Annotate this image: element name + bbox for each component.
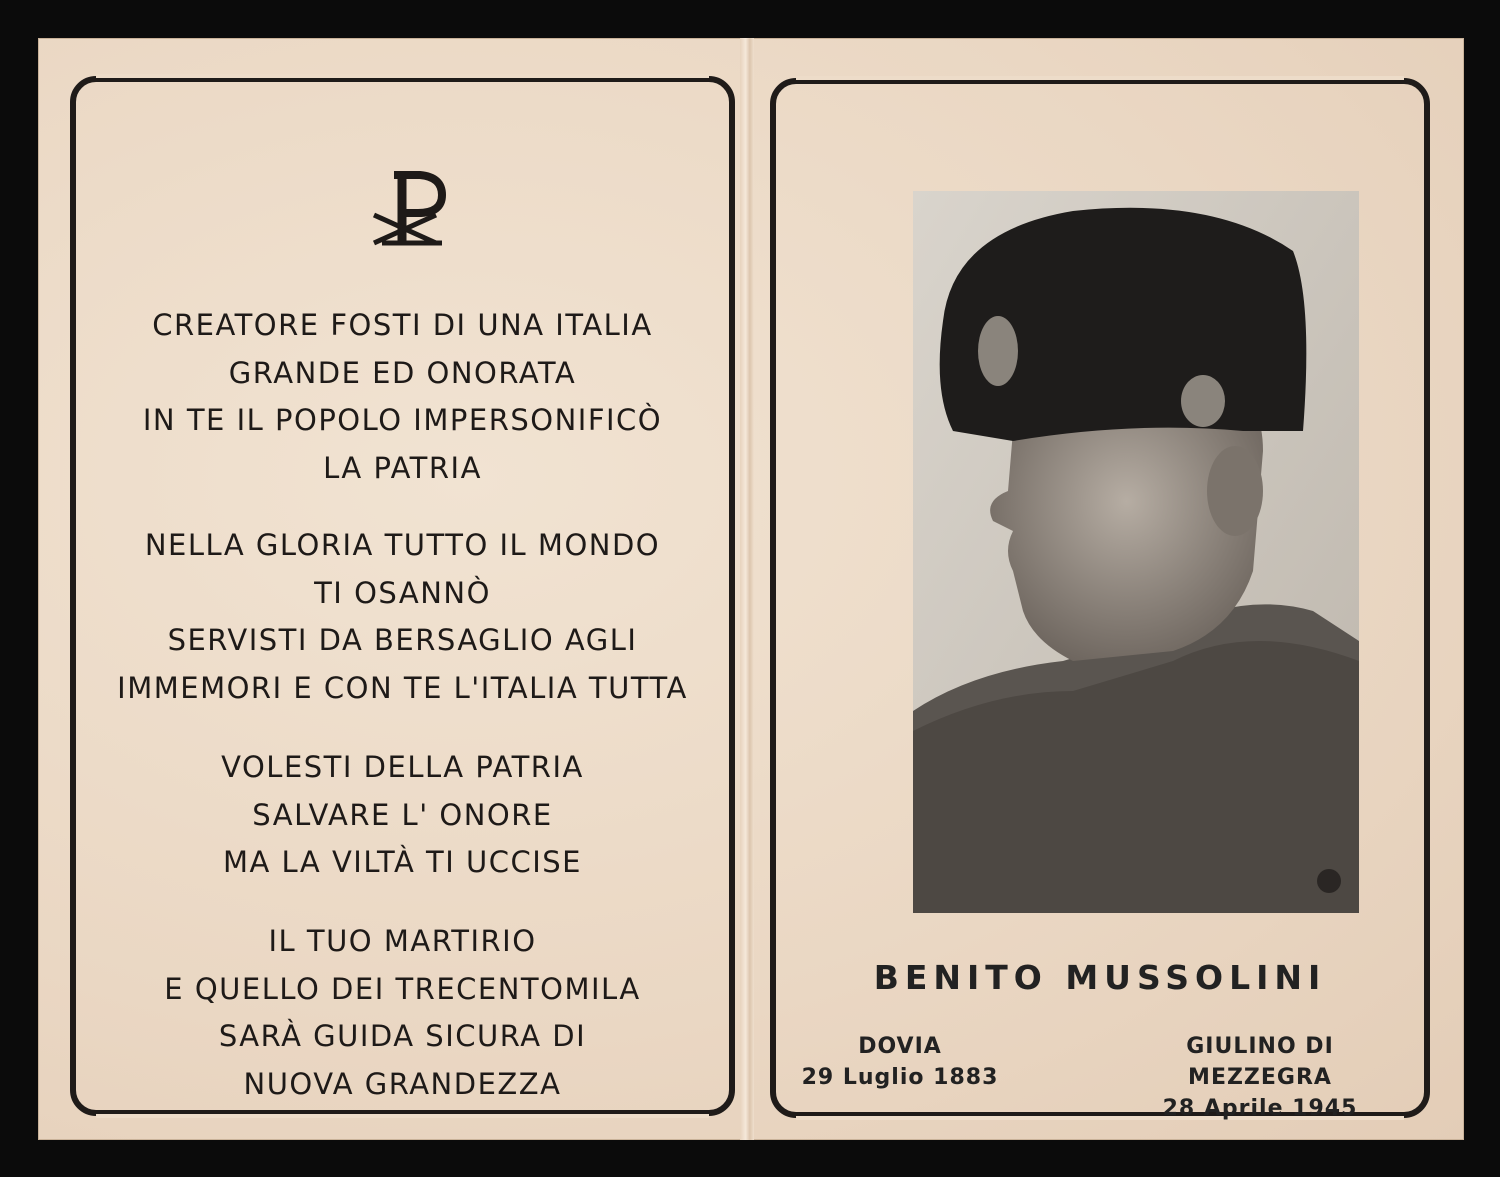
- person-name: BENITO MUSSOLINI: [873, 958, 1327, 997]
- verse-line: VOLESTI DELLA PATRIA: [221, 750, 584, 784]
- memorial-card: [38, 38, 1464, 1140]
- verse-line: SALVARE L' ONORE: [252, 797, 553, 832]
- card-fold: [740, 38, 754, 1140]
- verse-line: NELLA GLORIA TUTTO IL MONDO: [144, 528, 661, 562]
- birth-place: DOVIA: [858, 1034, 942, 1059]
- stanza-1: [70, 302, 735, 492]
- verse-line: E QUELLO DEI TRECENTOMILA: [164, 971, 641, 1006]
- stanza-2: [70, 522, 735, 712]
- verse-line: NUOVA GRANDEZZA: [243, 1066, 562, 1101]
- left-panel: [70, 76, 735, 1116]
- verse-line: GRANDE ED ONORATA: [228, 355, 577, 390]
- verse-line: CREATORE FOSTI DI UNA ITALIA: [152, 308, 653, 342]
- verse-line: IN TE IL POPOLO IMPERSONIFICÒ: [142, 403, 663, 437]
- verse-line: IMMEMORI E CON TE L'ITALIA TUTTA: [117, 670, 688, 705]
- verse-line: SARÀ GUIDA SICURA DI: [218, 1019, 587, 1053]
- death-place: GIULINO DI MEZZEGRA: [1186, 1034, 1334, 1090]
- portrait-photo: [913, 191, 1359, 913]
- right-panel: [770, 78, 1430, 1121]
- stanza-4: [70, 918, 735, 1108]
- verse-line: TI OSANNÒ: [314, 575, 491, 610]
- birth-date: 29 Luglio 1883: [801, 1065, 999, 1090]
- verse-line: MA LA VILTÀ TI UCCISE: [222, 845, 583, 879]
- death-info: [1110, 1031, 1410, 1124]
- verse-line: IL TUO MARTIRIO: [268, 924, 537, 958]
- chi-rho-icon: [360, 171, 450, 251]
- birth-info: [800, 1031, 1000, 1093]
- portrait-silhouette: [913, 191, 1359, 913]
- verse-line: SERVISTI DA BERSAGLIO AGLI: [167, 623, 638, 657]
- stanza-3: [70, 744, 735, 887]
- verse-line: LA PATRIA: [323, 450, 482, 485]
- death-date: 28 Aprile 1945: [1162, 1096, 1358, 1121]
